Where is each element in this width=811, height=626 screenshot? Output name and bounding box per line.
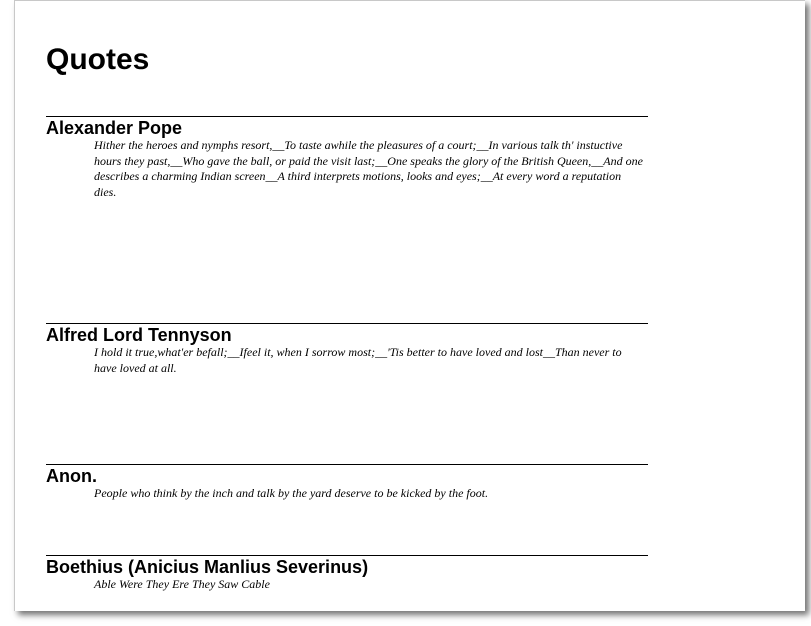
quote-text: I hold it true,what'er befall;__Ifeel it, when I sorrow most;__'Tis better to have loved and lost__Than never to have loved at all. xyxy=(94,345,622,375)
divider xyxy=(46,323,648,324)
document-page xyxy=(14,0,805,611)
author-name: Boethius (Anicius Manlius Severinus) xyxy=(46,557,369,577)
divider xyxy=(46,555,648,556)
page-title: Quotes xyxy=(46,43,150,76)
quote-entry xyxy=(46,323,648,376)
quote-entry xyxy=(46,116,648,200)
author-name: Anon. xyxy=(46,466,97,486)
author-name: Alexander Pope xyxy=(46,118,183,138)
quote-entry xyxy=(46,555,648,593)
divider xyxy=(46,116,648,117)
quote-entry xyxy=(46,464,648,502)
quote-text: Able Were They Ere They Saw Cable xyxy=(94,577,270,591)
divider xyxy=(46,464,648,465)
quote-text: People who think by the inch and talk by the yard deserve to be kicked by the foot. xyxy=(94,486,489,500)
quote-text: Hither the heroes and nymphs resort,__To taste awhile the pleasures of a court;__In various talk th' instuctive hours they past,__Who gave the ball, or paid the visit last;__One speaks the glory of the British Queen,__And one describes a charming Indian screen__A third interprets motions, looks and eyes;__At every word a reputation dies. xyxy=(94,138,643,199)
author-name: Alfred Lord Tennyson xyxy=(46,325,232,345)
